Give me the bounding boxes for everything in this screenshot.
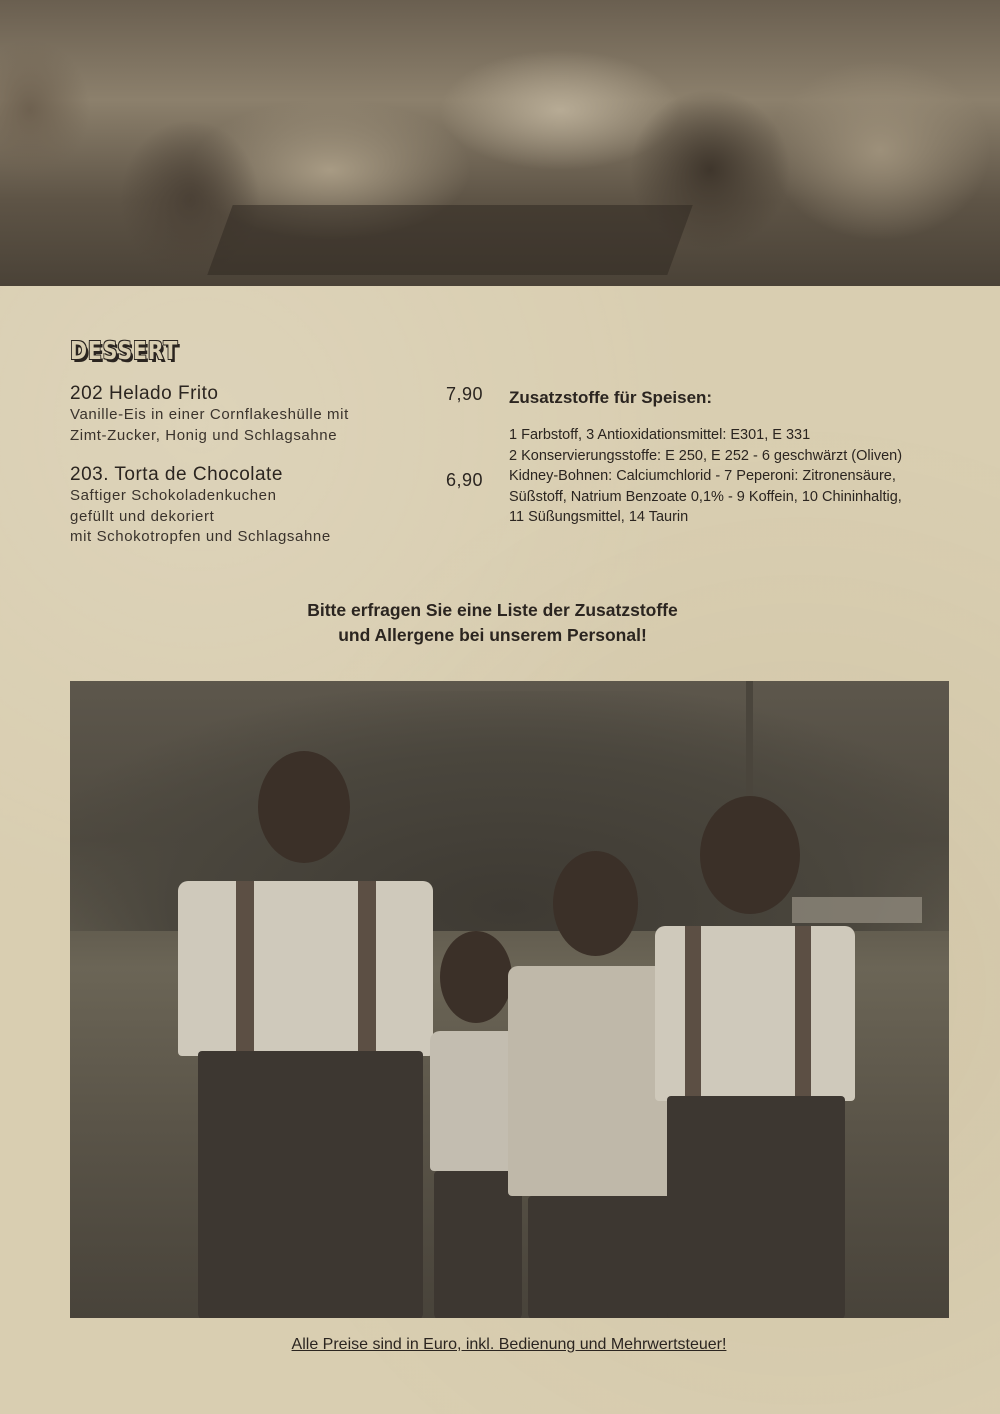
desk-shape [207,205,692,275]
section-title: DESSERT [70,336,179,365]
child-strap [358,881,376,1051]
additives-line: 11 Süßungsmittel, 14 Taurin [509,509,689,525]
child-skirt [667,1096,845,1318]
child-shirt [178,881,433,1056]
child-strap [795,926,811,1096]
child-strap [685,926,701,1096]
additives-line: Kidney-Bohnen: Calciumchlorid - 7 Peperoni: Zitronensäure, [509,468,896,484]
dish-name: 202 Helado Frito [70,383,219,404]
children-photo [70,681,949,1318]
dish-item [70,383,490,446]
dish-description-line: mit Schokotropfen und Schlagsahne [70,528,331,545]
child-figure [158,751,438,1318]
dish-item [70,464,490,548]
child-head [700,796,800,914]
child-head [258,751,350,863]
additives-line: 1 Farbstoff, 3 Antioxidationsmittel: E301, E 331 [509,427,811,443]
additives-line: 2 Konservierungsstoffe: E 250, E 252 - 6 geschwärzt (Oliven) [509,447,903,464]
additives-box [509,388,949,528]
dish-description-line: Vanille-Eis in einer Cornflakeshülle mit [70,406,349,423]
child-skirt [198,1051,423,1318]
child-strap [236,881,254,1051]
dish-description-line: Saftiger Schokoladenkuchen [70,487,277,504]
child-figure [645,796,865,1318]
notice-line: Bitte erfragen Sie eine Liste der Zusatzstoffe [307,600,678,620]
classroom-photo [0,0,1000,286]
price-footer: Alle Preise sind in Euro, inkl. Bedienung und Mehrwertsteuer! [291,1336,727,1353]
dish-description-line: Zimt-Zucker, Honig und Schlagsahne [70,426,338,444]
dish-price: 6,90 [446,470,484,490]
dish-price: 7,90 [446,384,484,404]
additives-heading: Zusatzstoffe für Speisen: [509,388,713,407]
additives-list [509,425,949,528]
dish-name: 203. Torta de Chocolate [70,464,283,485]
dish-description-line: gefüllt und dekoriert [70,507,215,525]
additives-line: Süßstoff, Natrium Benzoate 0,1% - 9 Koffein, 10 Chininhaltig, [509,488,902,505]
notice-line: und Allergene bei unserem Personal! [338,625,647,645]
child-head [553,851,638,956]
allergen-notice [0,598,985,648]
